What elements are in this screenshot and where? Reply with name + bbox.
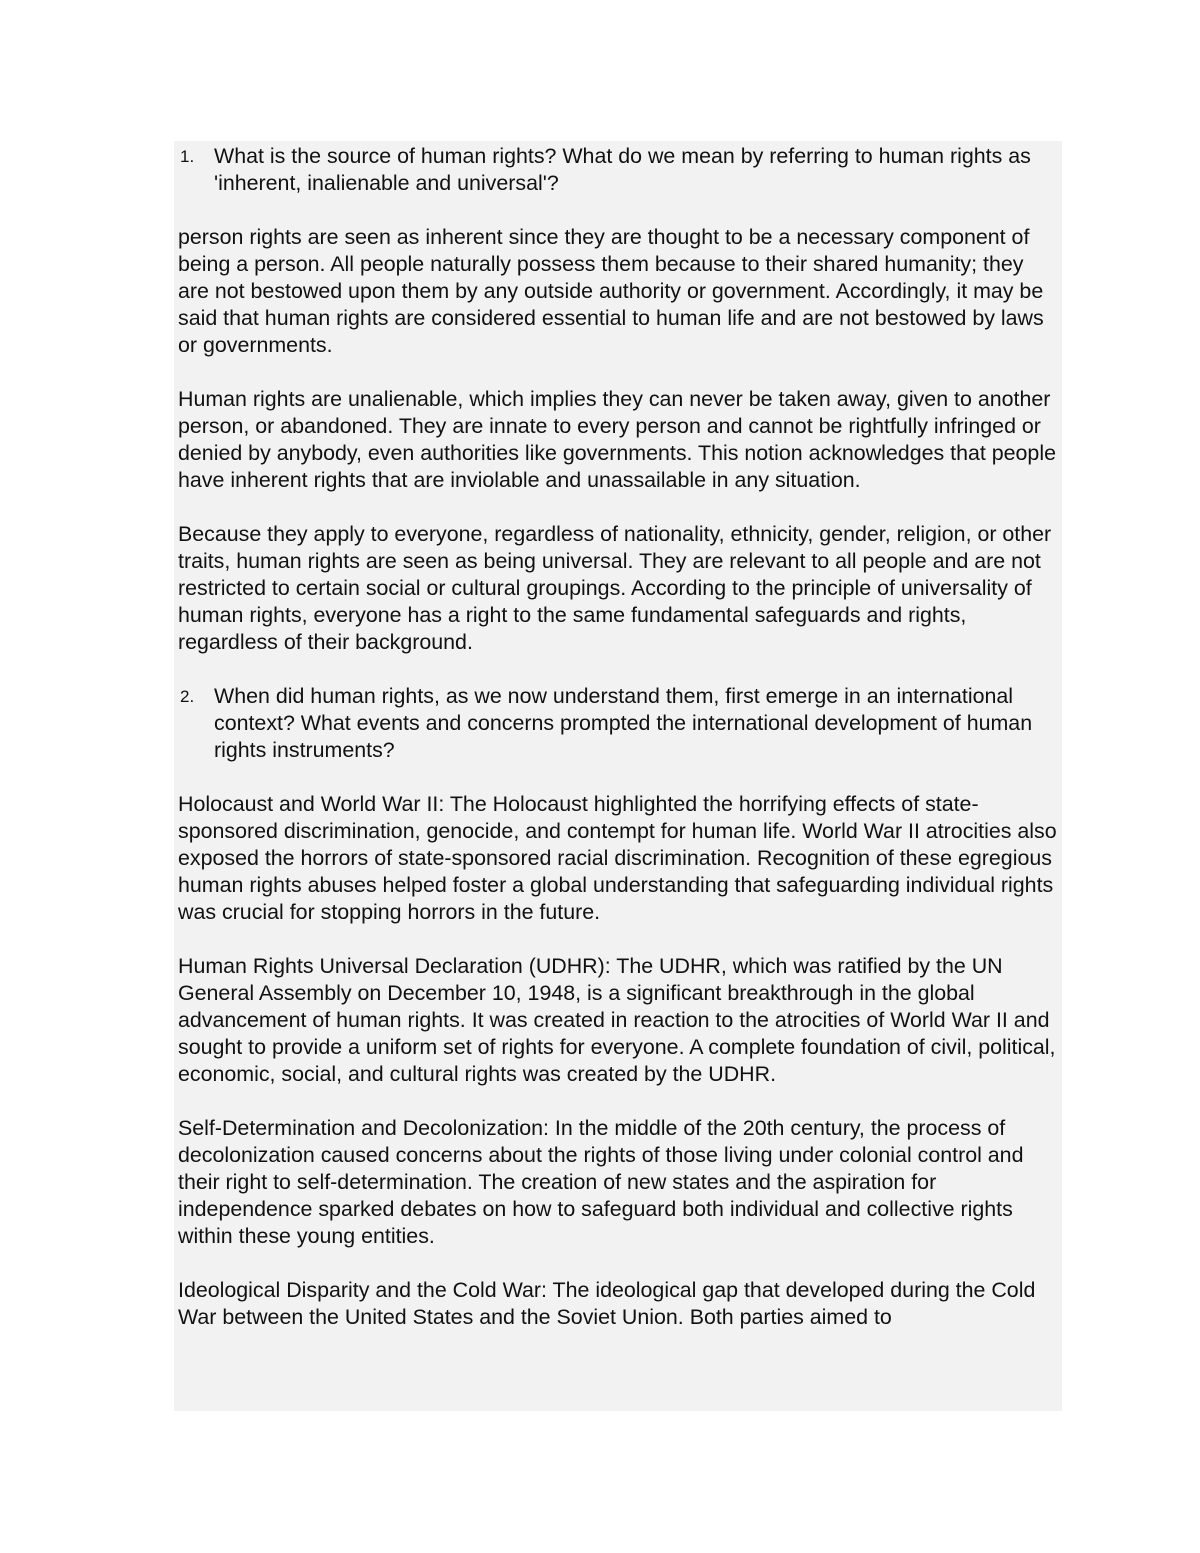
answer-paragraph: Self-Determination and Decolonization: In the middle of the 20th century, the process of decolonization caused concerns about the rights of those living under colonial control and their right to self-determination. The creation of new states and the aspiration for independence sparked debates on how to safeguard both individual and collective rights within these young entities. [178,1116,1024,1248]
answer-paragraph: Holocaust and World War II: The Holocaust highlighted the horrifying effects of state-sponsored discrimination, genocide, and contempt for human life. World War II atrocities also exposed the horrors of state-sponsored racial discrimination. Recognition of these egregious human rights abuses helped foster a global understanding that safeguarding individual rights was crucial for stopping horrors in the future. [178,792,1057,924]
paragraph-gap [174,197,1062,222]
answer-paragraph: Because they apply to everyone, regardless of nationality, ethnicity, gender, religion, or other traits, human rights are seen as being universal. They are relevant to all people and are not restricted to certain social or cultural groupings. According to the principle of universality of human rights, everyone has a right to the same fundamental safeguards and rights, regardless of their background. [178,522,1052,654]
question-text: What is the source of human rights? What do we mean by referring to human rights as 'inherent, inalienable and universal'? [214,144,1031,195]
paragraph-gap [174,764,1062,789]
paragraph-gap [174,926,1062,951]
paragraph-gap [174,359,1062,384]
question-number: 2. [180,687,195,706]
question-text: When did human rights, as we now understand them, first emerge in an international context? What events and concerns prompted the international development of human rights instruments? [214,684,1033,762]
answer-paragraph: Ideological Disparity and the Cold War: The ideological gap that developed during the Cold War between the United States and the Soviet Union. Both parties aimed to [178,1278,1036,1329]
answer-paragraph: person rights are seen as inherent since they are thought to be a necessary component of being a person. All people naturally possess them because to their shared humanity; they are not bestowed upon them by any outside authority or government. Accordingly, it may be said that human rights are considered essential to human life and are not bestowed by laws or governments. [178,225,1044,357]
answer-paragraph: Human Rights Universal Declaration (UDHR): The UDHR, which was ratified by the UN General Assembly on December 10, 1948, is a significant breakthrough in the global advancement of human rights. It was created in reaction to the atrocities of World War II and sought to provide a uniform set of rights for everyone. A complete foundation of civil, political, economic, social, and cultural rights was created by the UDHR. [178,954,1056,1086]
paragraph-gap [174,1250,1062,1275]
paragraph-gap [174,656,1062,681]
document-content [174,141,1062,1411]
question-1 [174,141,1062,197]
question-number: 1. [180,147,195,166]
answer-paragraph: Human rights are unalienable, which implies they can never be taken away, given to another person, or abandoned. They are innate to every person and cannot be rightfully infringed or denied by anybody, even authorities like governments. This notion acknowledges that people have inherent rights that are inviolable and unassailable in any situation. [178,387,1056,492]
paragraph-gap [174,494,1062,519]
paragraph-gap [174,1088,1062,1113]
question-2 [174,681,1062,764]
